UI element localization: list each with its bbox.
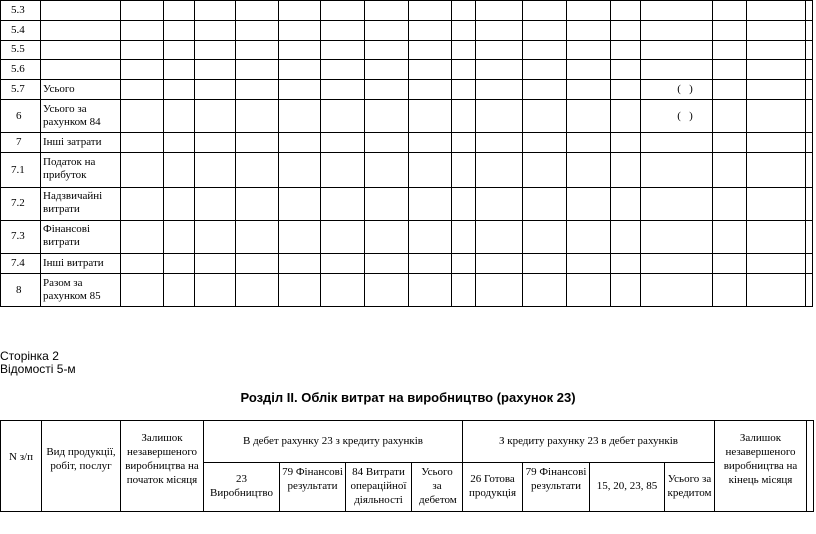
row-label: Усього за рахунком 84: [43, 103, 101, 128]
row-number: 5.5: [11, 43, 25, 55]
row-number: 5.3: [11, 4, 25, 16]
row-label: Усього: [43, 83, 75, 95]
header-credit-misc: 15, 20, 23, 85: [596, 480, 658, 492]
header-debit-23: 23 Виробництво: [210, 473, 273, 499]
row-number: 5.4: [11, 24, 25, 36]
row-number: 7.3: [11, 230, 25, 242]
row-label: Податок на прибуток: [43, 156, 96, 181]
negative-value-placeholder: ( ): [677, 110, 693, 122]
row-label: Надзвичайні витрати: [43, 190, 103, 215]
header-credit-26: 26 Готова продукція: [468, 473, 516, 499]
row-number: 7.4: [11, 257, 25, 269]
form-label: Відомості 5-м: [0, 362, 76, 376]
header-credit-group: З кредиту рахунку 23 в дебет рахунків: [498, 435, 679, 447]
production-costs-table: [0, 420, 816, 534]
header-debit-total: Усього за дебетом: [419, 466, 457, 506]
row-number: 5.7: [11, 83, 25, 95]
header-debit-84: 84 Витрати операційної діяльності: [350, 466, 407, 506]
row-number: 7: [16, 136, 22, 148]
row-label: Фінансові витрати: [43, 223, 91, 248]
header-credit-total: Усього за кредитом: [667, 473, 712, 499]
row-number: 7.1: [11, 164, 25, 176]
header-number: N з/п: [9, 451, 33, 463]
row-number: 5.6: [11, 63, 25, 75]
row-label: Інші затрати: [43, 136, 102, 148]
row-label: Інші витрати: [43, 257, 104, 269]
row-number: 8: [16, 284, 22, 296]
header-credit-79: 79 Фінансові результати: [525, 466, 587, 492]
header-debit-group: В дебет рахунку 23 з кредиту рахунків: [242, 435, 423, 447]
negative-value-placeholder: ( ): [677, 83, 693, 95]
row-number: 7.2: [11, 197, 25, 209]
section-title: Розділ II. Облік витрат на виробництво (рахунок 23): [240, 390, 576, 405]
row-label: Разом за рахунком 85: [43, 277, 101, 302]
page-number: Сторінка 2: [0, 349, 59, 363]
header-product-kind: Вид продукції, робіт, послуг: [46, 446, 116, 472]
row-number: 6: [16, 110, 22, 122]
header-opening-wip: Залишок незавершеного виробництва на початок місяця: [125, 432, 199, 486]
header-closing-wip: Залишок незавершеного виробництва на кінець місяця: [723, 432, 798, 486]
header-debit-79: 79 Фінансові результати: [282, 466, 343, 492]
